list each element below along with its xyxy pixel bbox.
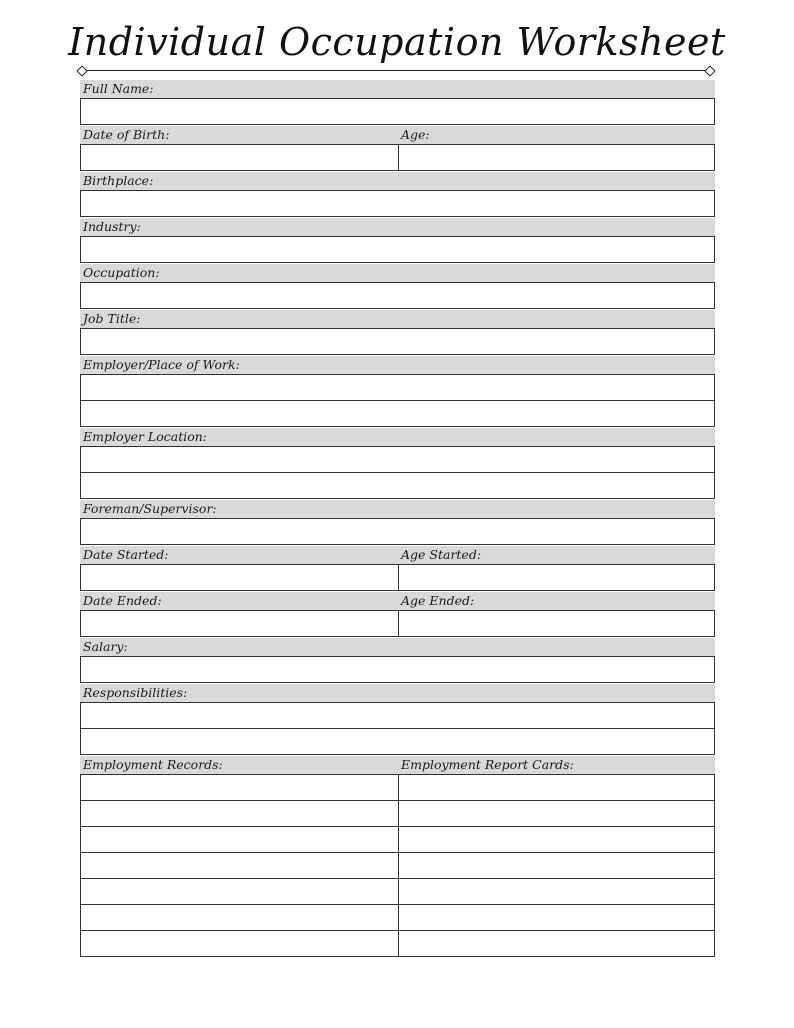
date-started-label: Date Started: [83, 547, 169, 562]
ended-label-row [80, 592, 715, 610]
started-label-row [80, 546, 715, 564]
employment-report-cards-label: Employment Report Cards: [401, 757, 574, 772]
dob-age-label-row [80, 126, 715, 144]
birthplace-field[interactable] [80, 190, 715, 217]
birthplace-label-row [80, 172, 715, 190]
responsibilities-label-row [80, 684, 715, 702]
age-ended-label: Age Ended: [401, 593, 475, 608]
employer-label: Employer/Place of Work: [83, 357, 240, 372]
employer-location-label-row [80, 428, 715, 446]
salary-field[interactable] [80, 656, 715, 683]
date-of-birth-label: Date of Birth: [83, 127, 170, 142]
foreman-label: Foreman/Supervisor: [83, 501, 217, 516]
age-started-label: Age Started: [401, 547, 482, 562]
records-row[interactable] [80, 826, 715, 852]
divider-diamond-right [704, 65, 715, 76]
employer-location-field-line-1[interactable] [80, 446, 715, 472]
industry-label: Industry: [83, 219, 141, 234]
responsibilities-field-line-2[interactable] [80, 728, 715, 755]
full-name-label: Full Name: [83, 81, 154, 96]
records-row[interactable] [80, 852, 715, 878]
job-title-label: Job Title: [83, 311, 141, 326]
full-name-label-row [80, 80, 715, 98]
occupation-field[interactable] [80, 282, 715, 309]
employment-records-label: Employment Records: [83, 757, 223, 772]
responsibilities-field-line-1[interactable] [80, 702, 715, 728]
ended-field-row[interactable] [80, 610, 715, 637]
foreman-label-row [80, 500, 715, 518]
started-field-row[interactable] [80, 564, 715, 591]
records-label-row [80, 756, 715, 774]
worksheet-form [80, 80, 715, 957]
foreman-field[interactable] [80, 518, 715, 545]
occupation-label-row [80, 264, 715, 282]
title-divider [82, 70, 710, 71]
employer-label-row [80, 356, 715, 374]
salary-label-row [80, 638, 715, 656]
industry-label-row [80, 218, 715, 236]
dob-age-field-row[interactable] [80, 144, 715, 171]
employer-field-line-1[interactable] [80, 374, 715, 400]
birthplace-label: Birthplace: [83, 173, 154, 188]
job-title-field[interactable] [80, 328, 715, 355]
employer-field-line-2[interactable] [80, 400, 715, 427]
salary-label: Salary: [83, 639, 128, 654]
full-name-field[interactable] [80, 98, 715, 125]
employer-location-label: Employer Location: [83, 429, 207, 444]
job-title-label-row [80, 310, 715, 328]
records-row[interactable] [80, 800, 715, 826]
occupation-label: Occupation: [83, 265, 160, 280]
divider-diamond-left [76, 65, 87, 76]
records-row[interactable] [80, 774, 715, 800]
age-label: Age: [401, 127, 430, 142]
records-row[interactable] [80, 930, 715, 957]
responsibilities-label: Responsibilities: [83, 685, 188, 700]
employer-location-field-line-2[interactable] [80, 472, 715, 499]
page-title: Individual Occupation Worksheet [68, 20, 726, 64]
records-row[interactable] [80, 904, 715, 930]
date-ended-label: Date Ended: [83, 593, 162, 608]
industry-field[interactable] [80, 236, 715, 263]
records-row[interactable] [80, 878, 715, 904]
